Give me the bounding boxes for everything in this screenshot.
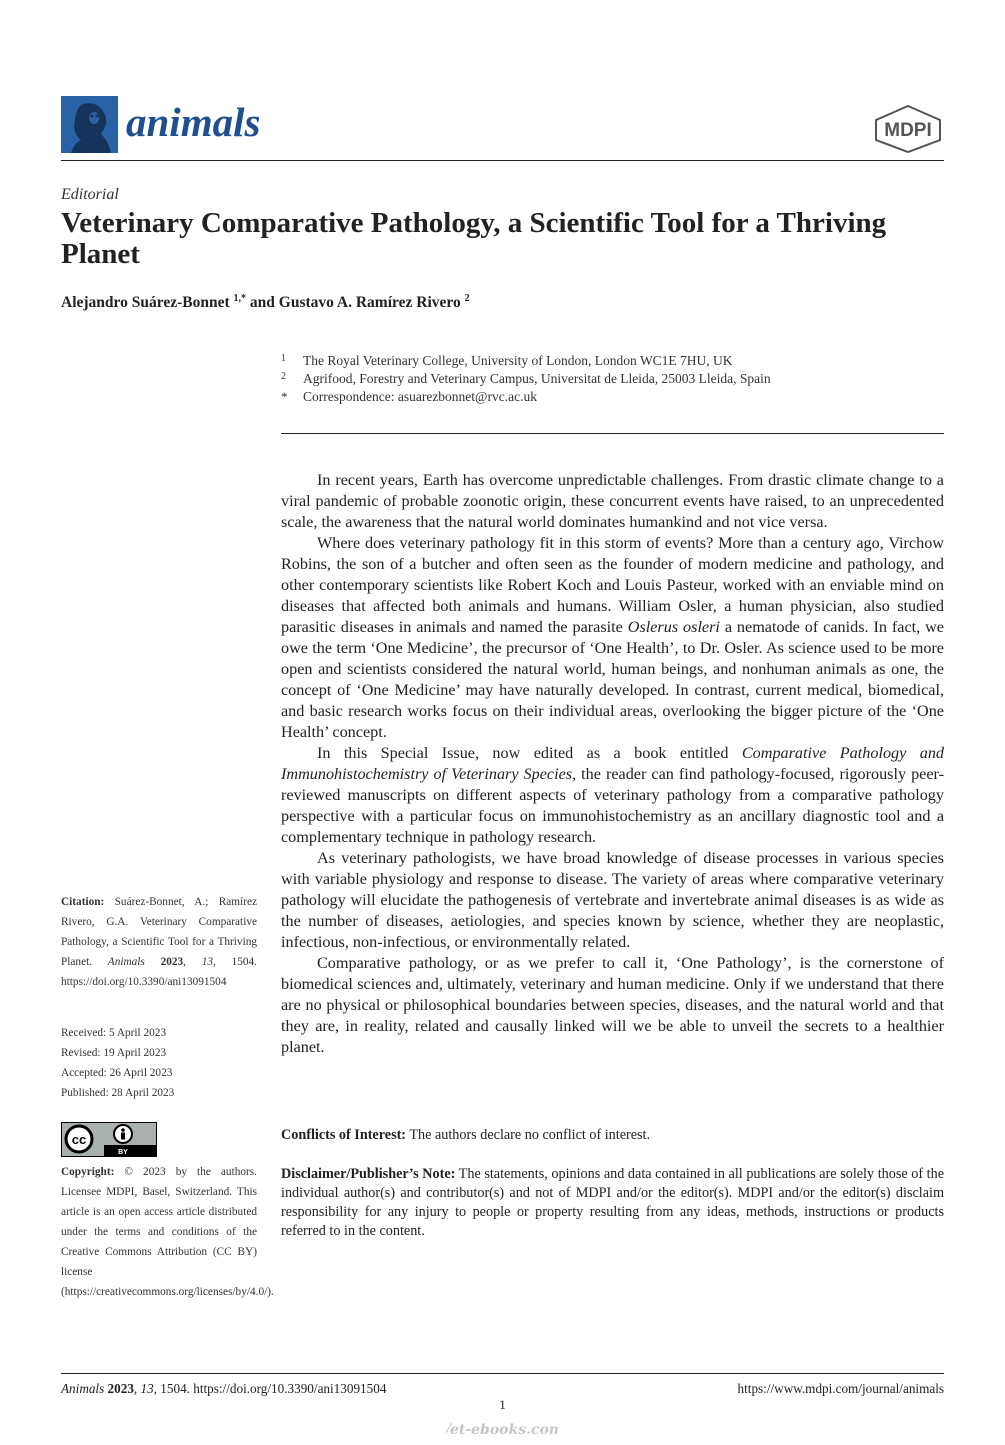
author-conjunction: and: [246, 294, 279, 312]
affiliation-divider: [281, 433, 944, 434]
citation-year: 2023: [160, 956, 184, 968]
body-paragraph: Comparative pathology, or as we prefer to call it, ‘One Pathology’, is the cornerstone of biomedical sciences and, ultimately, veterinary and human medicine. Only if we understand that there are no physical or philosophical boundaries between species, diseases, and the natural world and that they are, in reality, related and causally linked will we be able to unveil the secrets to a healthier planet.: [281, 954, 944, 1056]
page-number: 1: [499, 1397, 506, 1412]
affiliation-text: The Royal Veterinary College, University of London, London WC1E 7HU, UK: [303, 353, 733, 368]
correspondence-text[interactable]: Correspondence: asuarezbonnet@rvc.ac.uk: [303, 389, 537, 404]
mdpi-logo-text: MDPI: [884, 120, 932, 141]
conflicts-label: Conflicts of Interest:: [281, 1127, 407, 1143]
correspondence-mark: *: [281, 389, 288, 404]
species-name: Oslerus osleri: [627, 618, 720, 636]
citation-volume: 13: [201, 956, 214, 968]
citation-doi[interactable]: , 1504. https://doi.org/10.3390/ani13091504: [61, 956, 257, 988]
author-list: [61, 293, 470, 312]
conflicts-text: The authors declare no conflict of interest.: [406, 1127, 651, 1143]
revised-date: Revised: 19 April 2023: [61, 1047, 167, 1059]
body-paragraph: As veterinary pathologists, we have broad knowledge of disease processes in various species with variable physiology and response to disease. The variety of areas where comparative veterinary pathology will elucidate the pathogenesis of vertebrate and invertebrate animal diseases is as wide as the number of diseases, aetiologies, and species known by science, whether they are neoplastic, infectious, non-infectious, or environmentally related.: [281, 849, 944, 951]
affiliation-text: Agrifood, Forestry and Veterinary Campus, Universitat de Lleida, 25003 Lleida, Spain: [303, 371, 771, 386]
disclaimer-text: The statements, opinions and data contained in all publications are solely those of the individual author(s) and contributor(s) and not of MDPI and/or the editor(s). MDPI and/or the editor(s) disclaim responsibility for any injury to people or property resulting from any ideas, methods, instructions or products referred to in the content.: [281, 1166, 944, 1239]
copyright-label: Copyright:: [61, 1166, 115, 1178]
journal-logo-icon: [61, 96, 118, 153]
correspondence-item: [281, 388, 941, 406]
affiliation-item: [281, 352, 941, 370]
received-date: Received: 5 April 2023: [61, 1027, 167, 1039]
footer-citation: Animals 2023, 13, 1504. https://doi.org/10.3390/ani13091504: [61, 1381, 387, 1396]
citation-block: Citation: Suárez-Bonnet, A.; Ramírez Rivero, G.A. Veterinary Comparative Pathology, a Scientific Tool for a Thriving Planet. Animals 2023, 13, 1504. https://doi.org/10.3390/ani13091504: [61, 896, 257, 988]
body-paragraph: Where does veterinary pathology fit in this storm of events? More than a century ago, Virchow Robins, the son of a butcher and often seen as the founder of modern medicine and pathology, and other contemporary scientists like Robert Koch and Louis Pasteur, worked with an enviable mind on diseases that affected both animals and humans. William Osler, a human physician, also studied parasitic diseases in animals and named the parasite Oslerus osleri a nematode of canids. In fact, we owe the term ‘One Medicine’, the precursor of ‘One Health’, to Dr. Osler. As science used to be more open and scientists considered the natural world, human beings, and nonhuman animals as one, the concept of ‘One Medicine’ may have naturally developed. In contrast, current medical, biomedical, and basic research works focus on their individual areas, overlooking the bigger picture of the ‘One Health’ concept.: [281, 534, 944, 741]
journal-name: animals: [126, 99, 261, 145]
author-affiliation-mark: 1,*: [233, 293, 247, 304]
svg-text:cc: cc: [71, 1132, 87, 1147]
footer-year: 2023: [107, 1381, 134, 1396]
affiliations: [281, 352, 941, 406]
book-title: Comparative Pathology and Immunohistochemistry of Veterinary Species: [281, 744, 945, 783]
cc-by-text: BY: [118, 1149, 128, 1156]
published-date: Published: 28 April 2023: [61, 1087, 175, 1099]
watermark-logo: [446, 1418, 558, 1440]
affiliation-item: [281, 370, 941, 388]
citation-label: Citation:: [61, 896, 105, 908]
footer-volume: 13: [140, 1381, 154, 1396]
footer-divider: [61, 1373, 944, 1374]
copyright-block: [61, 1162, 274, 1302]
publisher-disclaimer: [281, 1165, 944, 1241]
publication-dates: [61, 1023, 257, 1103]
footer-journal-url[interactable]: https://www.mdpi.com/journal/animals: [737, 1381, 944, 1396]
author-name: Alejandro Suárez-Bonnet: [61, 294, 230, 312]
article-title: Veterinary Comparative Pathology, a Scientific Tool for a Thriving Planet: [61, 207, 887, 270]
article-body: [281, 470, 944, 1058]
citation-journal: Animals: [107, 956, 145, 968]
author-affiliation-mark: 2: [464, 293, 470, 304]
affiliation-mark: 2: [281, 371, 286, 382]
body-paragraph: In this Special Issue, now edited as a book entitled Comparative Pathology and Immunohistochemistry of Veterinary Species, the reader can find pathology-focused, rigorously peer-reviewed manuscripts on different aspects of veterinary pathology from a comparative pathology perspective with a particular focus on immunohistochemistry as an ancillary diagnostic tool and a complementary technique in pathology research.: [281, 744, 945, 846]
affiliation-mark: 1: [281, 353, 286, 364]
copyright-text: © 2023 by the authors. Licensee MDPI, Basel, Switzerland. This article is an open access article distributed under the terms and conditions of the Creative Commons Attribution (CC BY) license (https://creativecommons.org/licenses/by/4.0/).: [61, 1166, 274, 1298]
mdpi-logo-icon: [872, 104, 944, 154]
footer-doi[interactable]: , 1504. https://doi.org/10.3390/ani13091504: [153, 1381, 387, 1396]
conflicts-of-interest: [281, 1126, 944, 1145]
header-divider: [61, 160, 944, 161]
footer-journal: Animals: [61, 1381, 105, 1396]
watermark-text: Vet-ebooks.com: [446, 1422, 558, 1438]
accepted-date: Accepted: 26 April 2023: [61, 1067, 173, 1079]
disclaimer-label: Disclaimer/Publisher’s Note:: [281, 1166, 456, 1182]
author-name: Gustavo A. Ramírez Rivero: [278, 294, 461, 312]
cc-by-license-icon[interactable]: [61, 1122, 157, 1157]
body-paragraph: In recent years, Earth has overcome unpredictable challenges. From drastic climate change to a viral pandemic of probable zoonotic origin, these concurrent events have raised, to an unprecedented scale, the awareness that the natural world dominates humankind and not vice versa.: [281, 471, 944, 531]
article-type: Editorial: [61, 186, 119, 203]
